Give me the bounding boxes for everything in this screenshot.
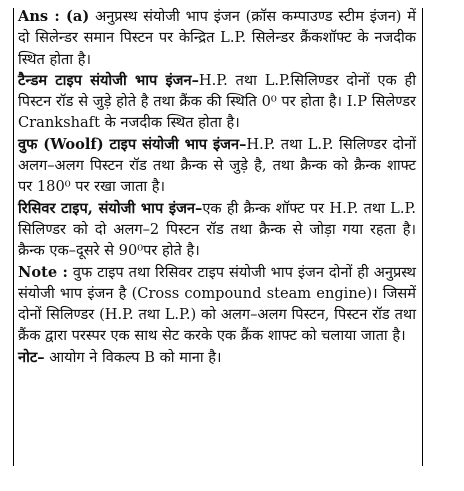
receiver-text: एक ही क्रैन्क शॉफ्ट पर H.P. तथा L.P. सिलिण्डर को दो अलग–2 पिस्टन रॉड तथा क्रैन्क से जोड़ा गया रहता है। क्रैन्क एक–दूसरे से 90⁰पर होते है। <box>18 199 416 260</box>
hindi-note-label: नोट– <box>18 348 45 366</box>
tandem-paragraph <box>18 70 416 134</box>
note-paragraph <box>18 262 416 347</box>
receiver-heading: रिसिवर टाइप, संयोजी भाप इंजन– <box>18 199 203 217</box>
note-label: Note : <box>18 263 68 281</box>
ans-label: Ans : (a) <box>18 8 90 25</box>
note-text: वुफ टाइप तथा रिसिवर टाइप संयोजी भाप इंजन दोनों ही अनुप्रस्थ संयोजी भाप इंजन है (Cross compound steam engine)। जिसमें दोनों सिलिण्डर (H.P. तथा L.P.) को अलग–अलग पिस्टन, पिस्टन रॉड तथा क्रैंक द्वारा परस्पर एक साथ सेट करके एक क्रैंक शाफ्ट को चलाया जाता है। <box>18 263 417 345</box>
tandem-text: H.P. तथा L.P.सिलिण्डर दोनों एक ही पिस्टन रॉड से जुड़े होते है तथा क्रैंक की स्थिति 0⁰ पर होता है। I.P सिलेण्डर Crankshaft के नजदीक स्थित होता है। <box>18 71 417 132</box>
woolf-heading: वुफ (Woolf) टाइप संयोजी भाप इंजन– <box>18 135 247 153</box>
answer-body <box>18 6 416 368</box>
tandem-heading: टैन्डम टाइप संयोजी भाप इंजन– <box>18 71 199 89</box>
hindi-note-paragraph <box>18 347 416 368</box>
receiver-paragraph <box>18 198 416 262</box>
ans-text: अनुप्रस्थ संयोजी भाप इंजन (क्रॉस कम्पाउण्ड स्टीम इंजन) में दो सिलेन्डर समान पिस्टन पर केन्द्रित L.P. सिलेन्डर क्रैंकशॉफ्ट के नजदीक स्थित होता है। <box>18 8 417 68</box>
woolf-paragraph <box>18 134 416 198</box>
hindi-note-text: आयोग ने विकल्प B को माना है। <box>49 348 222 366</box>
woolf-text: H.P. तथा L.P. सिलिण्डर दोनों अलग–अलग पिस्टन रॉड तथा क्रैन्क से जुड़े है, तथा क्रैन्क को क्रैन्क शाफ्ट पर 180⁰ पर रखा जाता है। <box>18 135 416 196</box>
ans-paragraph <box>18 6 416 70</box>
